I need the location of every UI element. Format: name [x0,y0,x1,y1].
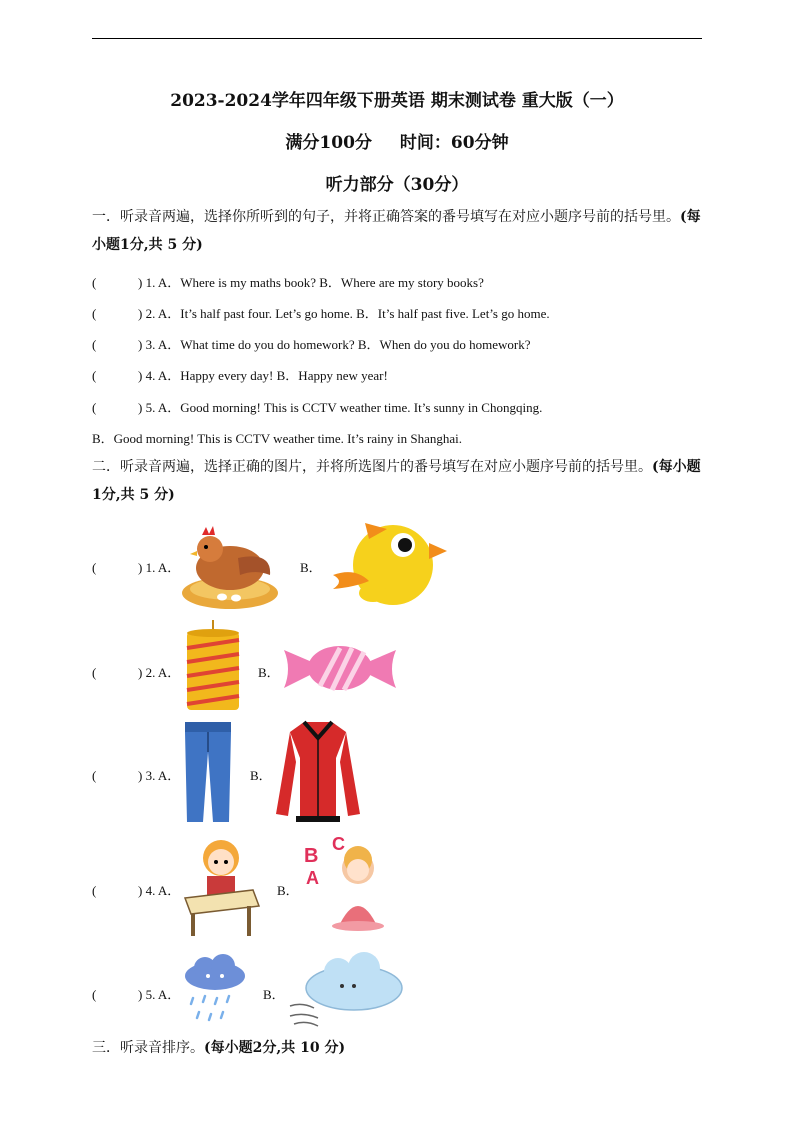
full-score: 满分100分 [285,133,372,153]
section1-points: (每小题1分,共 5 分) [92,209,701,253]
s2-question-2: ( ) 2. A． [92,665,181,680]
header-rule [92,38,702,39]
exam-time: 时间：60分钟 [399,133,509,153]
part-heading: 听力部分（30分） [325,175,469,195]
s1-q3-text: 3. A．What time do you do homework? B．When do you do homework? [145,337,531,352]
s1-question-3: ( ) 3. A．What time do you do homework? B．When do you do homework? [92,337,531,352]
s1-q5-text: 5. A．Good morning! This is CCTV weather time. It’s sunny in Chongqing. [145,400,543,415]
rainy-cloud-picture [183,954,247,1030]
section3-points: (每小题2分,共 10 分) [204,1040,346,1056]
girl-writing-picture [183,834,261,942]
s1-question-1: ( ) 1. A．Where is my maths book? B．Where are my story books? [92,275,484,290]
s2-q4-b-label: B． [277,883,299,898]
s2-q5-b-label: B． [263,987,285,1002]
section2-points: (每小题1分,共 5 分) [92,459,701,503]
s1-question-2: ( ) 2. A．It’s half past four. Let’s go home. B．It’s half past five. Let’s go home. [92,306,550,321]
section3-instruction: 三．听录音排序。(每小题2分,共 10 分) [92,1040,346,1056]
s1-q5-option-b: B．Good morning! This is CCTV weather time. It’s rainy in Shanghai. [92,431,462,446]
candle-picture [183,620,243,716]
jeans-picture [183,722,233,826]
hen-on-nest-picture [180,513,280,617]
s2-q2-b-label: B． [258,665,280,680]
svg-text:C: C [332,834,345,854]
exam-meta [0,128,794,153]
s2-question-3: ( ) 3. A． [92,768,181,783]
s2-question-5: ( ) 5. A． [92,987,181,1002]
exam-title: 2023-2024学年四年级下册英语 期末测试卷 重大版（一） [170,91,624,111]
svg-text:A: A [306,868,319,888]
windy-cloud-picture [288,950,406,1034]
s2-question-1: ( ) 1. A． [92,560,181,575]
s2-q3-b-label: B． [250,768,272,783]
s1-q1-text: 1. A．Where is my maths book? B．Where are my story books? [145,275,484,290]
section1-instruction: 一．听录音两遍，选择你所听到的句子，并将正确答案的番号填写在对应小题序号前的括号里。(每小题1分,共 5 分) [92,209,701,253]
s1-q4-text: 4. A．Happy every day! B．Happy new year! [145,368,388,383]
s2-question-4: ( ) 4. A． [92,883,181,898]
yellow-chick-picture [325,515,447,615]
s1-question-4: ( ) 4. A．Happy every day! B．Happy new year! [92,368,388,383]
s2-q1-b-label: B． [300,560,322,575]
svg-text:B: B [304,845,319,867]
girl-singing-abc-picture [302,834,406,936]
section2-instruction: 二．听录音两遍，选择正确的图片，并将所选图片的番号填写在对应小题序号前的括号里。(每小题1分,共 5 分) [92,459,701,503]
jacket-picture [274,718,362,828]
s1-question-5: ( ) 5. A．Good morning! This is CCTV weather time. It’s sunny in Chongqing. [92,400,543,415]
s1-q2-text: 2. A．It’s half past four. Let’s go home. B．It’s half past five. Let’s go home. [145,306,550,321]
candy-picture [284,642,396,698]
